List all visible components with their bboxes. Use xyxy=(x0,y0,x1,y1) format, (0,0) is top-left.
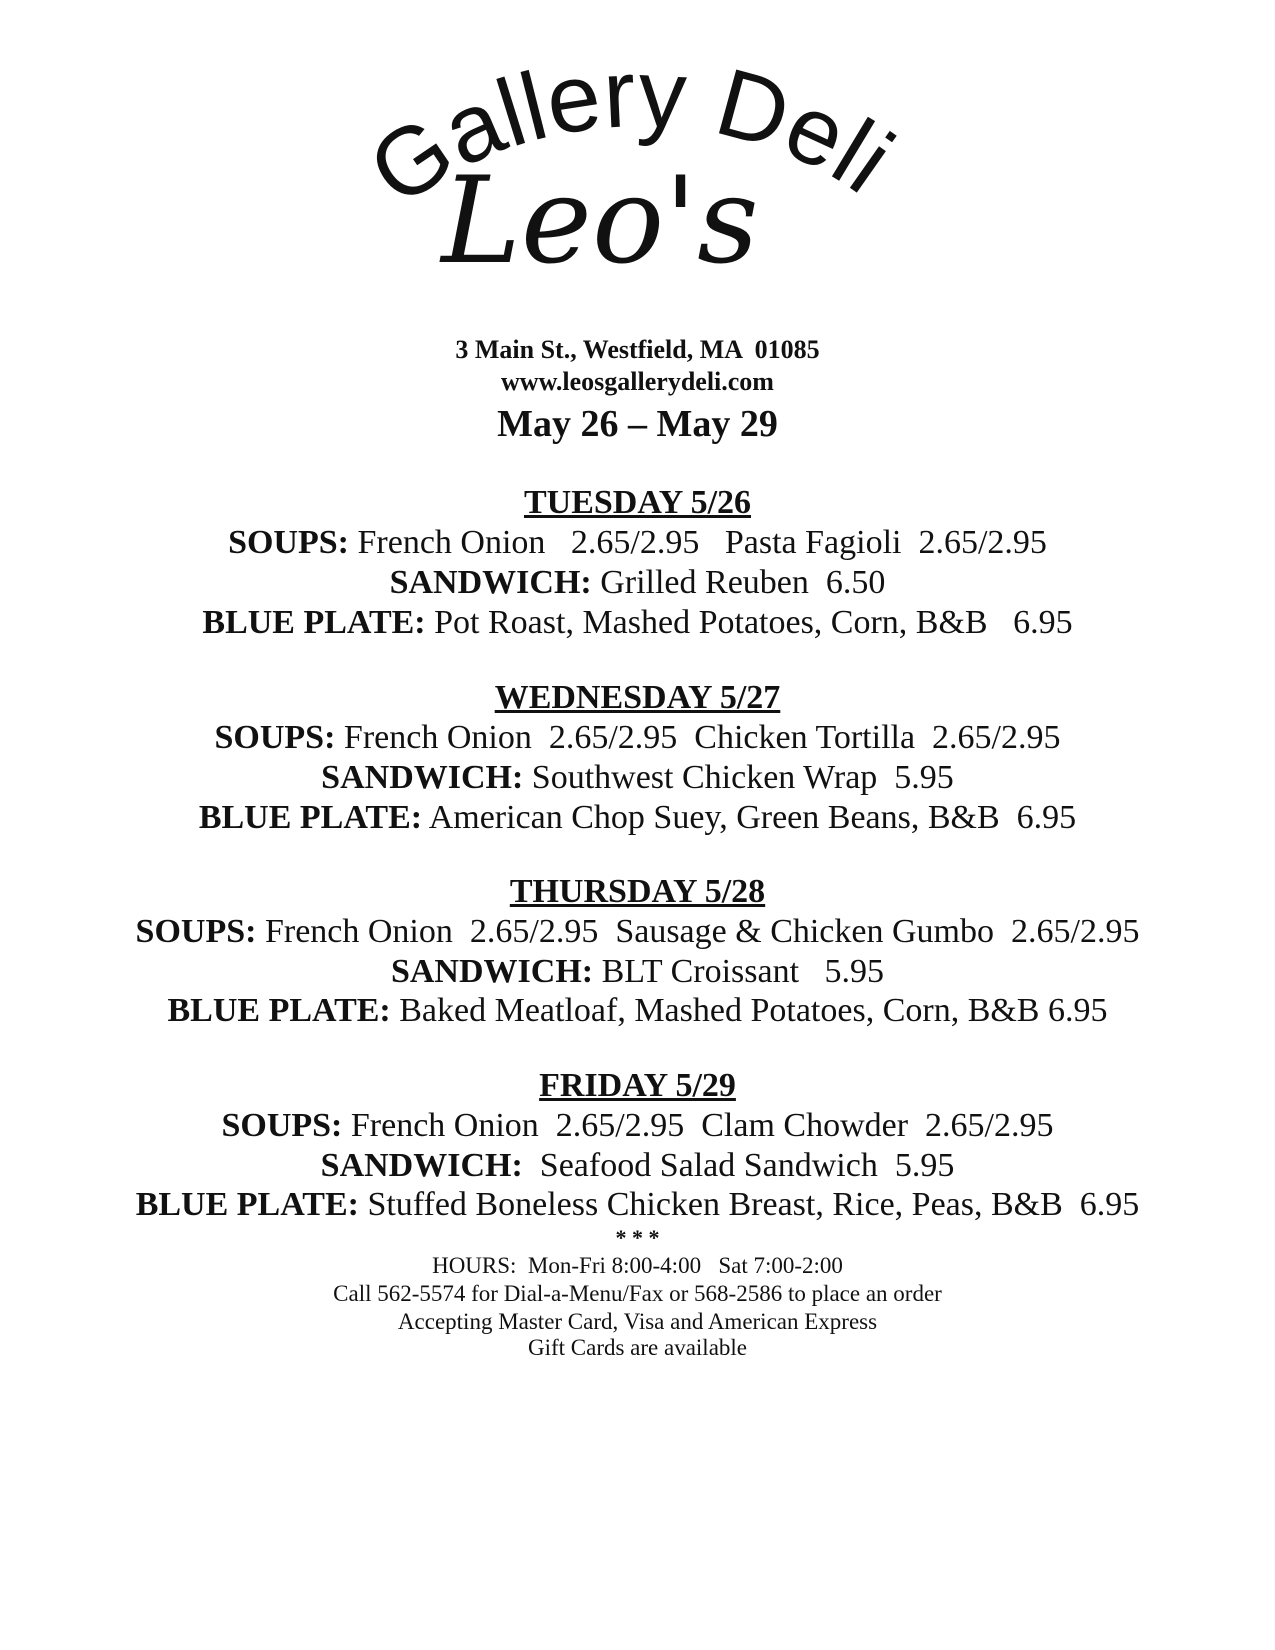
sandwich-label: SANDWICH: xyxy=(389,564,592,601)
soups-line xyxy=(0,718,1275,758)
soups-items: French Onion 2.65/2.95 Pasta Fagioli 2.65/2.95 xyxy=(349,524,1047,561)
sandwich-line xyxy=(0,952,1275,992)
day-heading-wednesday: WEDNESDAY 5/27 xyxy=(494,679,781,716)
soups-label: SOUPS: xyxy=(221,1107,343,1144)
blue-plate-line xyxy=(0,1185,1275,1225)
sandwich-item: Grilled Reuben 6.50 xyxy=(591,564,886,601)
deli-logo xyxy=(0,0,1275,330)
phone-info: Call 562-5574 for Dial-a-Menu/Fax or 568-2586 to place an order xyxy=(333,1281,942,1306)
day-heading-thursday: THURSDAY 5/28 xyxy=(509,873,766,910)
date-range: May 26 – May 29 xyxy=(497,403,778,445)
blue-plate-item: Pot Roast, Mashed Potatoes, Corn, B&B 6.95 xyxy=(425,604,1073,641)
soups-items: French Onion 2.65/2.95 Chicken Tortilla 2.65/2.95 xyxy=(335,719,1061,756)
blue-plate-label: BLUE PLATE: xyxy=(198,799,423,836)
logo-arc-text: Gallery Deli xyxy=(350,39,912,226)
sandwich-item: Southwest Chicken Wrap 5.95 xyxy=(523,759,954,796)
sandwich-label: SANDWICH: xyxy=(320,1147,523,1184)
sandwich-line xyxy=(0,1146,1275,1186)
blue-plate-line xyxy=(0,991,1275,1031)
soups-label: SOUPS: xyxy=(214,719,336,756)
separator: * * * xyxy=(615,1225,660,1250)
sandwich-line xyxy=(0,563,1275,603)
soups-label: SOUPS: xyxy=(135,913,257,950)
address: 3 Main St., Westfield, MA 01085 xyxy=(455,335,820,364)
hours: HOURS: Mon-Fri 8:00-4:00 Sat 7:00-2:00 xyxy=(432,1253,843,1278)
soups-items: French Onion 2.65/2.95 Clam Chowder 2.65/2.95 xyxy=(342,1107,1054,1144)
soups-line xyxy=(0,912,1275,952)
sandwich-label: SANDWICH: xyxy=(321,759,524,796)
blue-plate-label: BLUE PLATE: xyxy=(135,1186,359,1223)
day-heading-friday: FRIDAY 5/29 xyxy=(539,1067,736,1104)
blue-plate-label: BLUE PLATE: xyxy=(202,604,426,641)
payment-info: Accepting Master Card, Visa and American Express xyxy=(397,1309,878,1334)
soups-line xyxy=(0,1106,1275,1146)
day-heading-tuesday: TUESDAY 5/26 xyxy=(523,484,752,521)
soups-label: SOUPS: xyxy=(228,524,349,561)
sandwich-item: Seafood Salad Sandwich 5.95 xyxy=(522,1147,955,1184)
sandwich-item: BLT Croissant 5.95 xyxy=(593,953,885,990)
blue-plate-line xyxy=(0,603,1275,643)
blue-plate-item: American Chop Suey, Green Beans, B&B 6.95 xyxy=(422,799,1077,836)
sandwich-label: SANDWICH: xyxy=(390,953,594,990)
soups-line xyxy=(0,523,1275,563)
logo-script-text: Leo's xyxy=(441,152,759,291)
website: www.leosgallerydeli.com xyxy=(501,367,774,396)
soups-items: French Onion 2.65/2.95 Sausage & Chicken Gumbo 2.65/2.95 xyxy=(256,913,1140,950)
sandwich-line xyxy=(0,758,1275,798)
gift-cards: Gift Cards are available xyxy=(527,1335,748,1360)
blue-plate-item: Stuffed Boneless Chicken Breast, Rice, Peas, B&B 6.95 xyxy=(358,1186,1140,1223)
blue-plate-line xyxy=(0,798,1275,838)
blue-plate-item: Baked Meatloaf, Mashed Potatoes, Corn, B&B 6.95 xyxy=(390,992,1108,1029)
blue-plate-label: BLUE PLATE: xyxy=(167,992,391,1029)
